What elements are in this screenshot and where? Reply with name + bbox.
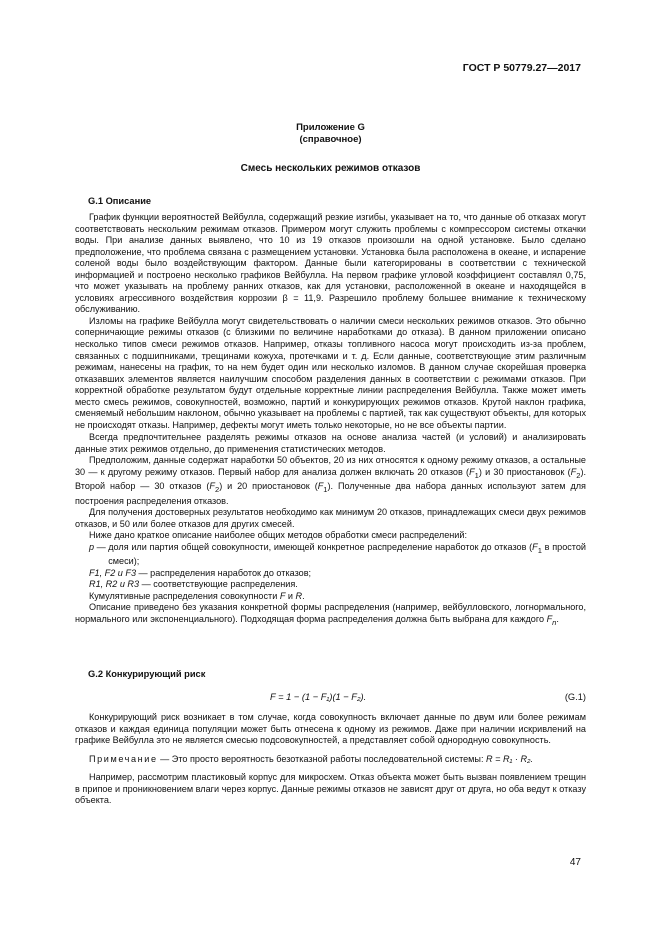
paragraph: График функции вероятностей Вейбулла, содержащий резкие изгибы, указывает на то, что данные об отказах могут соответствовать нескольким режимам отказов. Примером могут служить проблемы с компрессором системы откачки воды. При анализе данных выявлено, что 10 из 19 отказов произошли на одной установке. Было сделано предположение, что проблема связана с размещением установки. Установка была расположена в океане, и испарение соленой воды было воздействующим фактором. Данные были категорированы в соответствии с технической информацией и построено несколько графиков Вейбулла. На первом графике угловой коэффициент составлял 0,75, что может указывать на проблему ранних отказов, как для установки, расположенной в океане и находящейся в условиях агрессивного воздействия коррозии β = 11,9. Разрешило проблему большее внимание к техническому обслуживанию. — [75, 212, 586, 315]
section-g1-heading: G.1 Описание — [88, 196, 152, 206]
section-g2-heading: G.2 Конкурирующий риск — [88, 669, 206, 679]
paragraph: Всегда предпочтительнее разделять режимы отказов на основе анализа частей (и условий) и анализировать данные этих режимов отдельно, до применения статистических методов. — [75, 432, 586, 454]
formula-number: (G.1) — [564, 692, 586, 702]
section-g2-body — [75, 712, 586, 807]
paragraph: Ниже дано краткое описание наиболее общих методов обработки смеси распределений: — [89, 530, 467, 541]
definition-item: p — доля или партия общей совокупности, имеющей конкретное распределение наработок до отказов ($F_1$ в простой смеси); — [89, 541, 586, 567]
formula-g1 — [75, 692, 586, 706]
paragraph: Предположим, данные содержат наработки 50 объектов, 20 из них относятся к одному режиму отказов, а остальные 30 — к другому режиму отказов. Первый набор для анализа должен включать 20 отказов $(F_1)$ и 30 приостановок $(F_2)$. Второй набор — 30 отказов $(F_2)$ и 20 приостановок $(F_1)$. Полученные два набора данных используют затем для построения распределения отказов. — [75, 455, 586, 506]
paragraph: Для получения достоверных результатов необходимо как минимум 20 отказов, принадлежащих смеси двух режимов отказов, и 50 или более отказов для других смесей. — [75, 507, 586, 529]
paragraph: Изломы на графике Вейбулла могут свидетельствовать о наличии смеси нескольких режимов отказов. Это обычно соперничающие режимы отказов (с близкими по величине наработками до отказа). В данном приложении описано несколько типов смеси режимов отказов. Например, отказы топливного насоса могут происходить из-за проблем, связанных с подшипниками, трещинами кожуха, протечками и т. д. Если данные, соответствующие этим различным режимам, нанесены на график, то на нем будет один или несколько изломов. В данном случае скорейшая проверка отказавших элементов является наилучшим способом разделения данных в соответствии с режимами отказов. При корректной обработке результатом будут отдельные корректные линии распределения Вейбулла. Также может иметь место смесь режимов, совокупностей, возможно, партий и конкурирующих режимов отказов. Крутой наклон графика, сменяемый небольшим наклоном, обычно указывает на проблемы с партией, так как существуют объекты, для которых не происходят отказы. Например, дефекты могут иметь только некоторые, но не все объекты партии. — [75, 315, 586, 430]
paragraph: Кумулятивные распределения совокупности F и R. — [89, 590, 305, 601]
appendix-title: Приложение G — [296, 122, 365, 133]
definition-item: F1, F2 и F3 — распределения наработок до отказов; — [89, 567, 312, 578]
paragraph: Конкурирующий риск возникает в том случае, когда совокупность включает данные по двум или более режимам отказов и каждая единица популяции может быть отнесена к одному из режимов. Даже при наличии искривлений на графике Вейбулла это не является смесью подсовокупностей, а представляет собой однородную совокупность. — [75, 712, 586, 746]
section-g1-body — [75, 212, 586, 628]
note: Примечание — Это просто вероятность безотказной работы последовательной системы: R = R₁ · R₂. — [89, 753, 534, 764]
definition-list — [75, 542, 586, 591]
appendix-subtitle: (справочное) — [299, 134, 362, 145]
appendix-heading: Смесь нескольких режимов отказов — [240, 163, 421, 174]
formula-expression: F = 1 − (1 − F₁)(1 − F₂). — [270, 692, 367, 702]
standard-number: ГОСТ Р 50779.27—2017 — [462, 62, 581, 74]
page-number: 47 — [569, 857, 581, 868]
paragraph: Например, рассмотрим пластиковый корпус для микросхем. Отказ объекта может быть вызван появлением трещин в припое и проникновением влаги через корпус. Данные режимы отказов не зависят друг от друга, но оба ведут к отказу объекта. — [75, 772, 586, 806]
paragraph: Описание приведено без указания конкретной формы распределения (например, вейбулловского, логнормального, нормального или экспоненциального). Подходящая форма распределения должна быть выбрана для каждого $F_n$. — [75, 602, 586, 627]
definition-item: R1, R2 и R3 — соответствующие распределения. — [89, 579, 298, 590]
